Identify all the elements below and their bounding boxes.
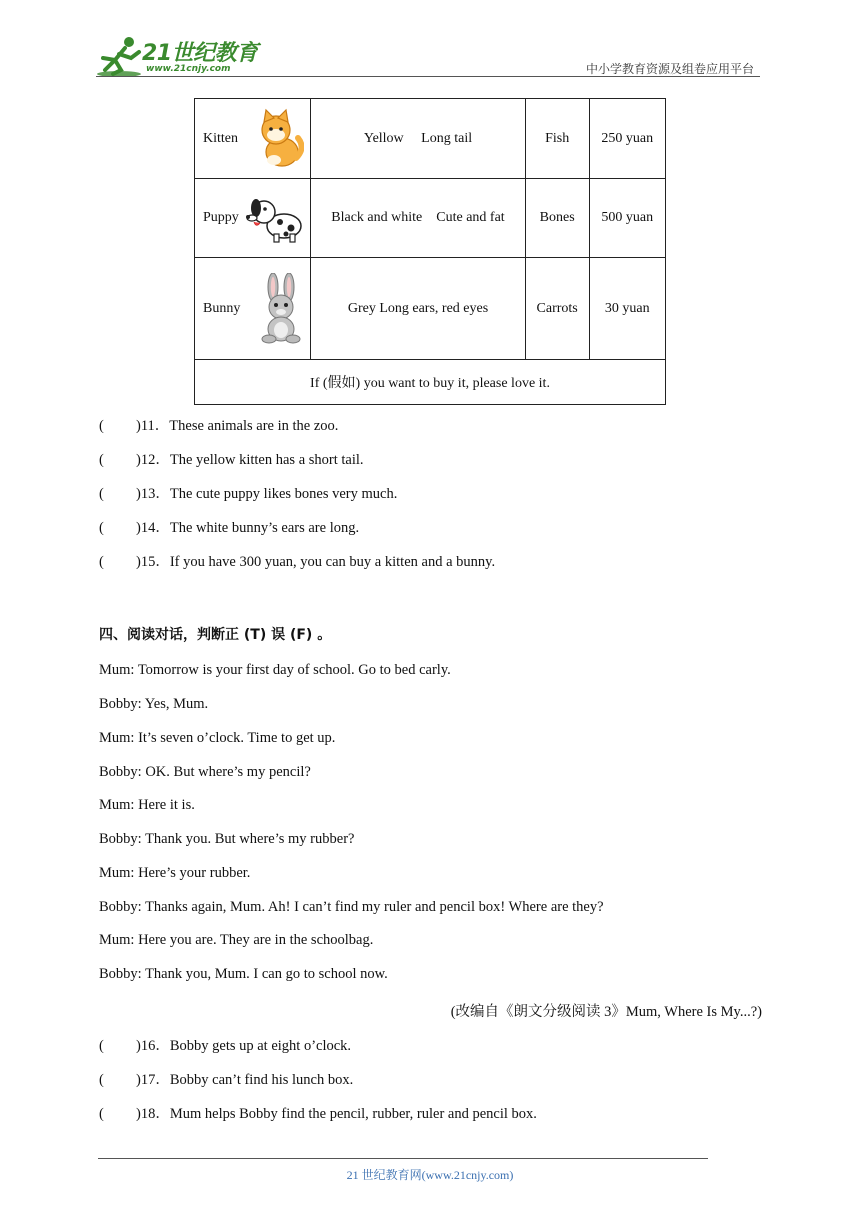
question-item: ( )15．If you have 300 yuan, you can buy a kitten and a bunny.	[99, 554, 496, 570]
platform-label: 中小学教育资源及组卷应用平台	[585, 62, 754, 76]
pet-food: Bones	[525, 179, 589, 258]
pet-name: Kitten	[203, 130, 238, 146]
dialogue-line: Mum: Tomorrow is your first day of school. Go to bed carly.	[99, 662, 451, 678]
dialogue-line: Mum: Here it is.	[99, 797, 195, 813]
source-citation: (改编自《朗文分级阅读 3》Mum, Where Is My...?)	[450, 1004, 762, 1020]
section-title: 四、阅读对话，判断正 (T) 误 (F) 。	[99, 627, 332, 643]
dialogue-line: Mum: Here you are. They are in the schoolbag.	[99, 932, 374, 948]
question-item: ( )18．Mum helps Bobby find the pencil, rubber, ruler and pencil box.	[99, 1106, 537, 1122]
table-row	[195, 258, 666, 360]
pet-food: Fish	[525, 99, 589, 179]
table-row	[195, 99, 666, 179]
pet-name-cell	[195, 179, 311, 258]
pet-desc: Yellow Long tail	[311, 99, 526, 179]
pet-name-cell	[195, 258, 311, 360]
logo-url: www.21cnjy.com	[146, 64, 231, 74]
table-row	[195, 179, 666, 258]
pet-desc: Black and white Cute and fat	[311, 179, 526, 258]
dialogue-line: Bobby: Yes, Mum.	[99, 696, 209, 712]
question-item: ( )11．These animals are in the zoo.	[99, 418, 339, 434]
dialogue-line: Bobby: Thank you, Mum. I can go to school now.	[99, 966, 388, 982]
pet-price: 500 yuan	[589, 179, 665, 258]
table-row	[195, 360, 666, 405]
pet-name: Bunny	[203, 300, 241, 316]
dialogue-line: Bobby: Thanks again, Mum. Ah! I can’t find my ruler and pencil box! Where are they?	[99, 899, 604, 915]
pet-name-cell	[195, 99, 311, 179]
pet-table	[194, 98, 666, 405]
dialogue-line: Bobby: OK. But where’s my pencil?	[99, 764, 311, 780]
pet-price: 30 yuan	[589, 258, 665, 360]
dialogue-line: Mum: Here’s your rubber.	[99, 865, 251, 881]
footer-link[interactable]: 21 世纪教育网(www.21cnjy.com)	[346, 1168, 514, 1182]
footer-divider	[98, 1158, 708, 1159]
question-item: ( )13．The cute puppy likes bones very much.	[99, 486, 398, 502]
table-note: If (假如) you want to buy it, please love it.	[195, 360, 666, 405]
pet-food: Carrots	[525, 258, 589, 360]
puppy-icon	[244, 192, 304, 244]
question-item: ( )12．The yellow kitten has a short tail.	[99, 452, 364, 468]
question-item: ( )14．The white bunny’s ears are long.	[99, 520, 360, 536]
pet-name: Puppy	[203, 210, 239, 225]
kitten-icon	[252, 108, 304, 170]
pet-price: 250 yuan	[589, 99, 665, 179]
header-divider	[96, 76, 760, 77]
bunny-icon	[258, 273, 304, 345]
dialogue-line: Bobby: Thank you. But where’s my rubber?	[99, 831, 355, 847]
question-item: ( )16．Bobby gets up at eight o’clock.	[99, 1038, 352, 1054]
page-header	[0, 0, 860, 80]
pet-desc: Grey Long ears, red eyes	[311, 258, 526, 360]
dialogue-line: Mum: It’s seven o’clock. Time to get up.	[99, 730, 336, 746]
question-item: ( )17．Bobby can’t find his lunch box.	[99, 1072, 354, 1088]
logo-title: 21世纪教育	[142, 41, 258, 66]
